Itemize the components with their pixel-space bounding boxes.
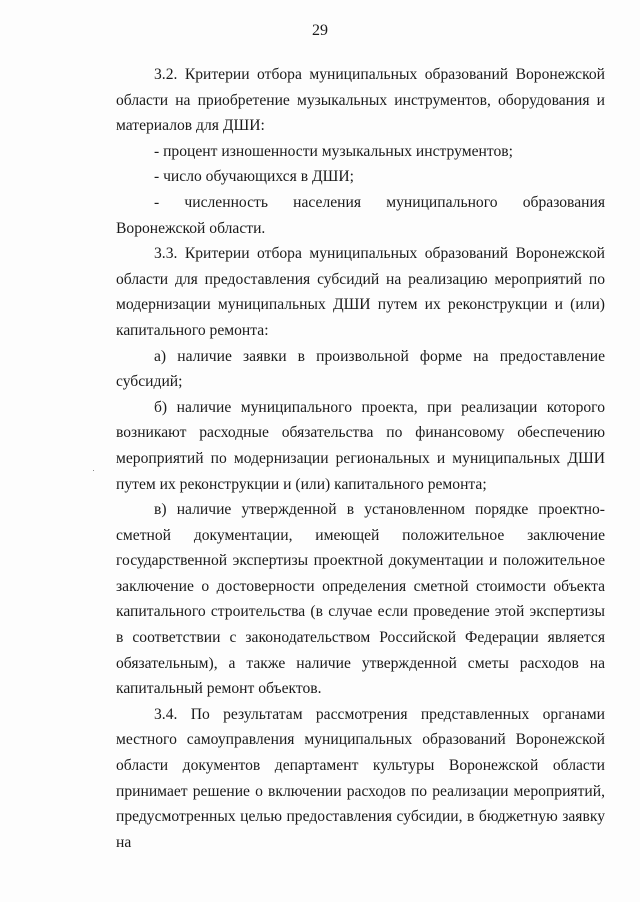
list-item-wear-percent: - процент изношенности музыкальных инструментов; — [154, 142, 513, 160]
list-item-student-count: - число обучающихся в ДШИ; — [154, 168, 354, 186]
list-item-b: б) наличие муниципального проекта, при реализации которого возникают расходные обязательства по финансовому обеспечению мероприятий по модернизации региональных и муниципальных ДШИ путем их реконструкции и (или) капитального ремонта; — [116, 398, 605, 493]
paragraph-3-3: 3.3. Критерии отбора муниципальных образований Воронежской области для предоставления субсидий на реализацию мероприятий по модернизации муниципальных ДШИ путем их реконструкции и (или) капитального ремонта: — [116, 245, 605, 339]
document-body — [116, 62, 605, 855]
paragraph-3-4: 3.4. По результатам рассмотрения представленных органами местного самоуправления муниципальных образований Воронежской области документов департамент культуры Воронежской области принимает решение о включении расходов по реализации мероприятий, предусмотренных целью предоставления субсидии, в бюджетную заявку на — [116, 705, 605, 851]
scan-speck — [93, 470, 94, 471]
list-item-population: - численность населения муниципального образования Воронежской области. — [116, 193, 605, 237]
list-item-v: в) наличие утвержденной в установленном порядке проектно-сметной документации, имеющей положительное заключение государственной экспертизы проектной документации и положительное заключение о достоверности определения сметной стоимости объекта капитального строительства (в случае если проведение этой экспертизы в соответствии с законодательством Российской Федерации является обязательным), а также наличие утвержденной сметы расходов на капитальный ремонт объектов. — [116, 501, 605, 698]
page-number: 29 — [312, 22, 328, 39]
list-item-a: а) наличие заявки в произвольной форме на предоставление субсидий; — [116, 347, 605, 391]
paragraph-3-2: 3.2. Критерии отбора муниципальных образований Воронежской области на приобретение музыкальных инструментов, оборудования и материалов для ДШИ: — [116, 66, 605, 135]
